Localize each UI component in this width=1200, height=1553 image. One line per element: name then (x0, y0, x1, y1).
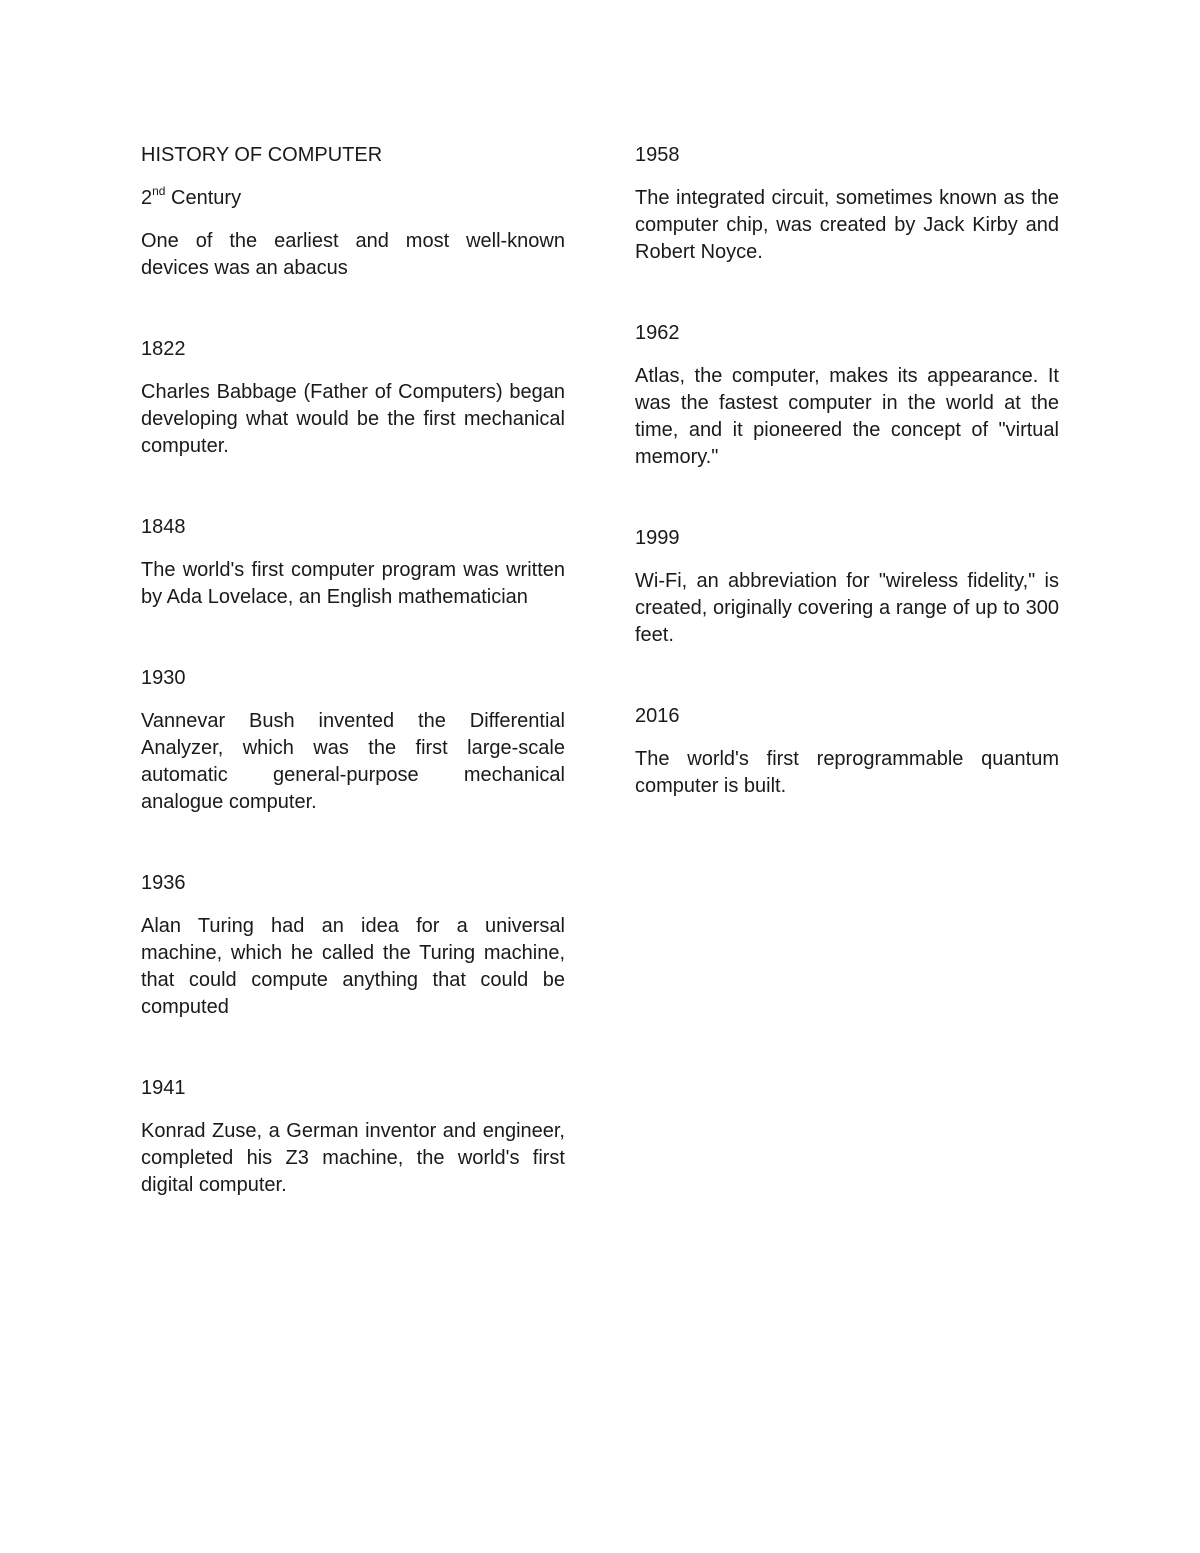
spacer (141, 1021, 565, 1075)
spacer (141, 282, 565, 336)
entry-heading: 1962 (635, 322, 680, 344)
entry-heading-superscript: nd (152, 184, 166, 199)
entry-heading-number: 2 (141, 187, 153, 209)
entry-text: The world's first reprogrammable quantum computer is built. (635, 748, 1059, 797)
timeline-entry (141, 665, 565, 816)
entry-heading: 2016 (635, 705, 680, 727)
entry-text: One of the earliest and most well-known devices was an abacus (141, 230, 565, 279)
spacer (635, 649, 1059, 703)
entry-heading: 1822 (141, 338, 186, 360)
spacer (141, 611, 565, 665)
timeline-entry (635, 320, 1059, 471)
entry-heading: 1936 (141, 872, 186, 894)
entry-heading: 1930 (141, 667, 186, 689)
entry-heading (141, 185, 565, 212)
spacer (141, 816, 565, 870)
timeline-entry (635, 525, 1059, 649)
timeline-entry (141, 336, 565, 460)
timeline-entry (635, 142, 1059, 266)
entry-text: Atlas, the computer, makes its appearance. It was the fastest computer in the world at the time, and it pioneered the concept of "virtual memory." (635, 365, 1059, 468)
entry-text: Wi-Fi, an abbreviation for "wireless fidelity," is created, originally covering a range of up to 300 feet. (635, 570, 1059, 646)
entry-text: Konrad Zuse, a German inventor and engineer, completed his Z3 machine, the world's first digital computer. (141, 1120, 565, 1196)
entry-text: Vannevar Bush invented the Differential Analyzer, which was the first large-scale automatic general-purpose mechanical analogue computer. (141, 710, 565, 813)
timeline-entry (141, 514, 565, 611)
document-title: HISTORY OF COMPUTER (141, 144, 383, 166)
timeline-entry (635, 703, 1059, 800)
entry-heading: 1999 (635, 527, 680, 549)
entry-text: The world's first computer program was written by Ada Lovelace, an English mathematician (141, 559, 565, 608)
entry-heading: 1848 (141, 516, 186, 538)
entry-text: Charles Babbage (Father of Computers) began developing what would be the first mechanical computer. (141, 381, 565, 457)
entry-heading: 1958 (635, 144, 680, 166)
entry-text: The integrated circuit, sometimes known as the computer chip, was created by Jack Kirby and Robert Noyce. (635, 187, 1059, 263)
entry-heading: 1941 (141, 1077, 186, 1099)
spacer (141, 460, 565, 514)
left-column (141, 142, 565, 1199)
entry-heading-suffix: Century (165, 187, 242, 209)
right-column (635, 142, 1059, 800)
entry-text: Alan Turing had an idea for a universal machine, which he called the Turing machine, that could compute anything that could be computed (141, 915, 565, 1018)
spacer (635, 266, 1059, 320)
timeline-entry (141, 1075, 565, 1199)
timeline-entry (141, 185, 565, 282)
spacer (635, 471, 1059, 525)
timeline-entry (141, 870, 565, 1021)
